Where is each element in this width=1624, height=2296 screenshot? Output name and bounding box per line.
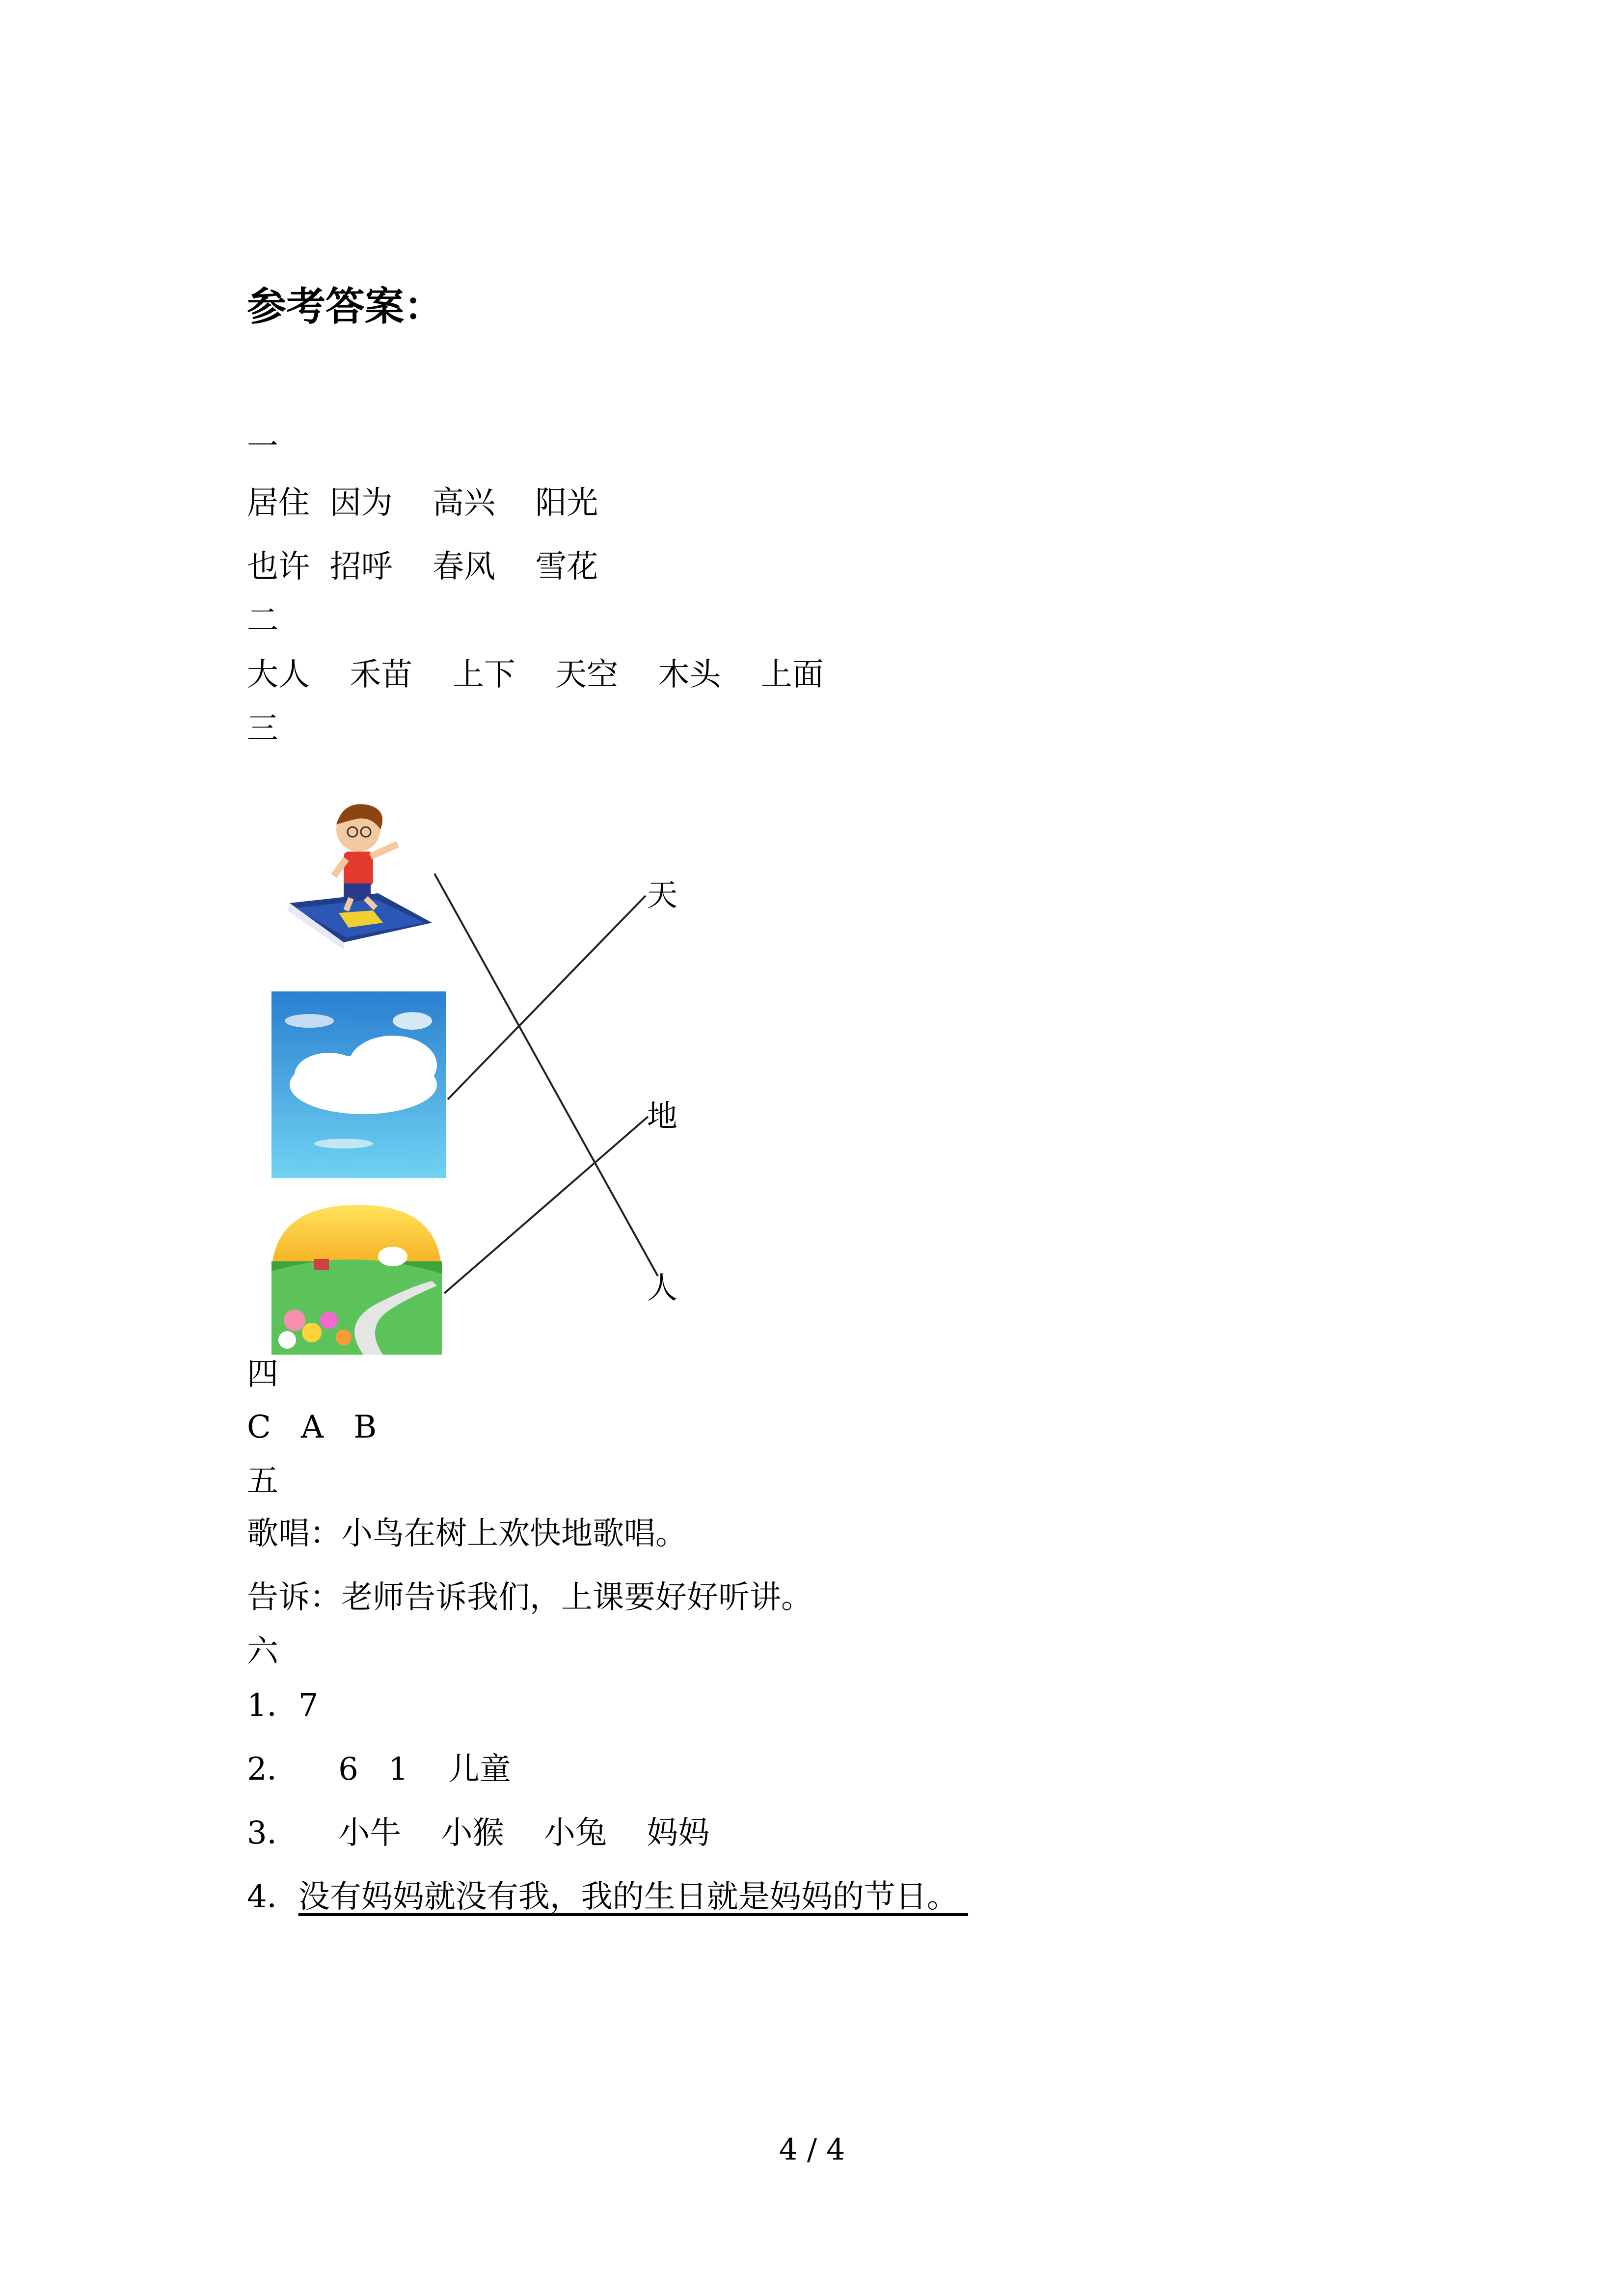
answer-line: 歌唱：小鸟在树上欢快地歌唱。 [247,1516,687,1552]
section-label-4: 四 [247,1356,278,1392]
item-text: 小牛 小猴 小兔 妈妈 [298,1815,710,1851]
page-title: 参考答案： [247,284,443,329]
item-number: 1． [247,1687,298,1724]
section-label-6: 六 [247,1633,278,1670]
answer-line: 居住 因为 高兴 阳光 [247,485,598,521]
item-number: 4． [247,1879,298,1915]
item-text: 7 [298,1687,319,1724]
section-label-1: 一 [247,428,278,465]
section-label-3: 三 [247,711,278,747]
item-text: 6 1 儿童 [298,1751,511,1788]
item-text-underlined: 没有妈妈就没有我，我的生日就是妈妈的节日。 [298,1879,969,1915]
section-label-2: 二 [247,603,278,639]
boy-on-book-picture [287,804,432,950]
matching-figure [265,790,707,1355]
answer-line: 告诉：老师告诉我们，上课要好好听讲。 [247,1579,812,1616]
matching-lines [434,874,658,1293]
section-label-5: 五 [247,1463,278,1499]
landscape-picture [271,1205,442,1355]
item-number: 2． [247,1751,298,1788]
page-number: 4 / 4 [779,2133,845,2167]
answer-line: 也许 招呼 春风 雪花 [247,549,598,585]
answer-item-2 [247,1750,511,1789]
word-tian: 天 [647,877,678,913]
answer-item-4 [247,1877,968,1917]
answer-line: C A B [247,1409,377,1445]
answer-item-1 [247,1686,318,1725]
answer-line: 大人 禾苗 上下 天空 木头 上面 [247,657,824,693]
answer-item-3 [247,1814,709,1853]
sky-clouds-picture [271,991,446,1178]
word-ren: 人 [647,1270,678,1306]
word-di: 地 [647,1098,678,1134]
item-number: 3． [247,1815,298,1851]
